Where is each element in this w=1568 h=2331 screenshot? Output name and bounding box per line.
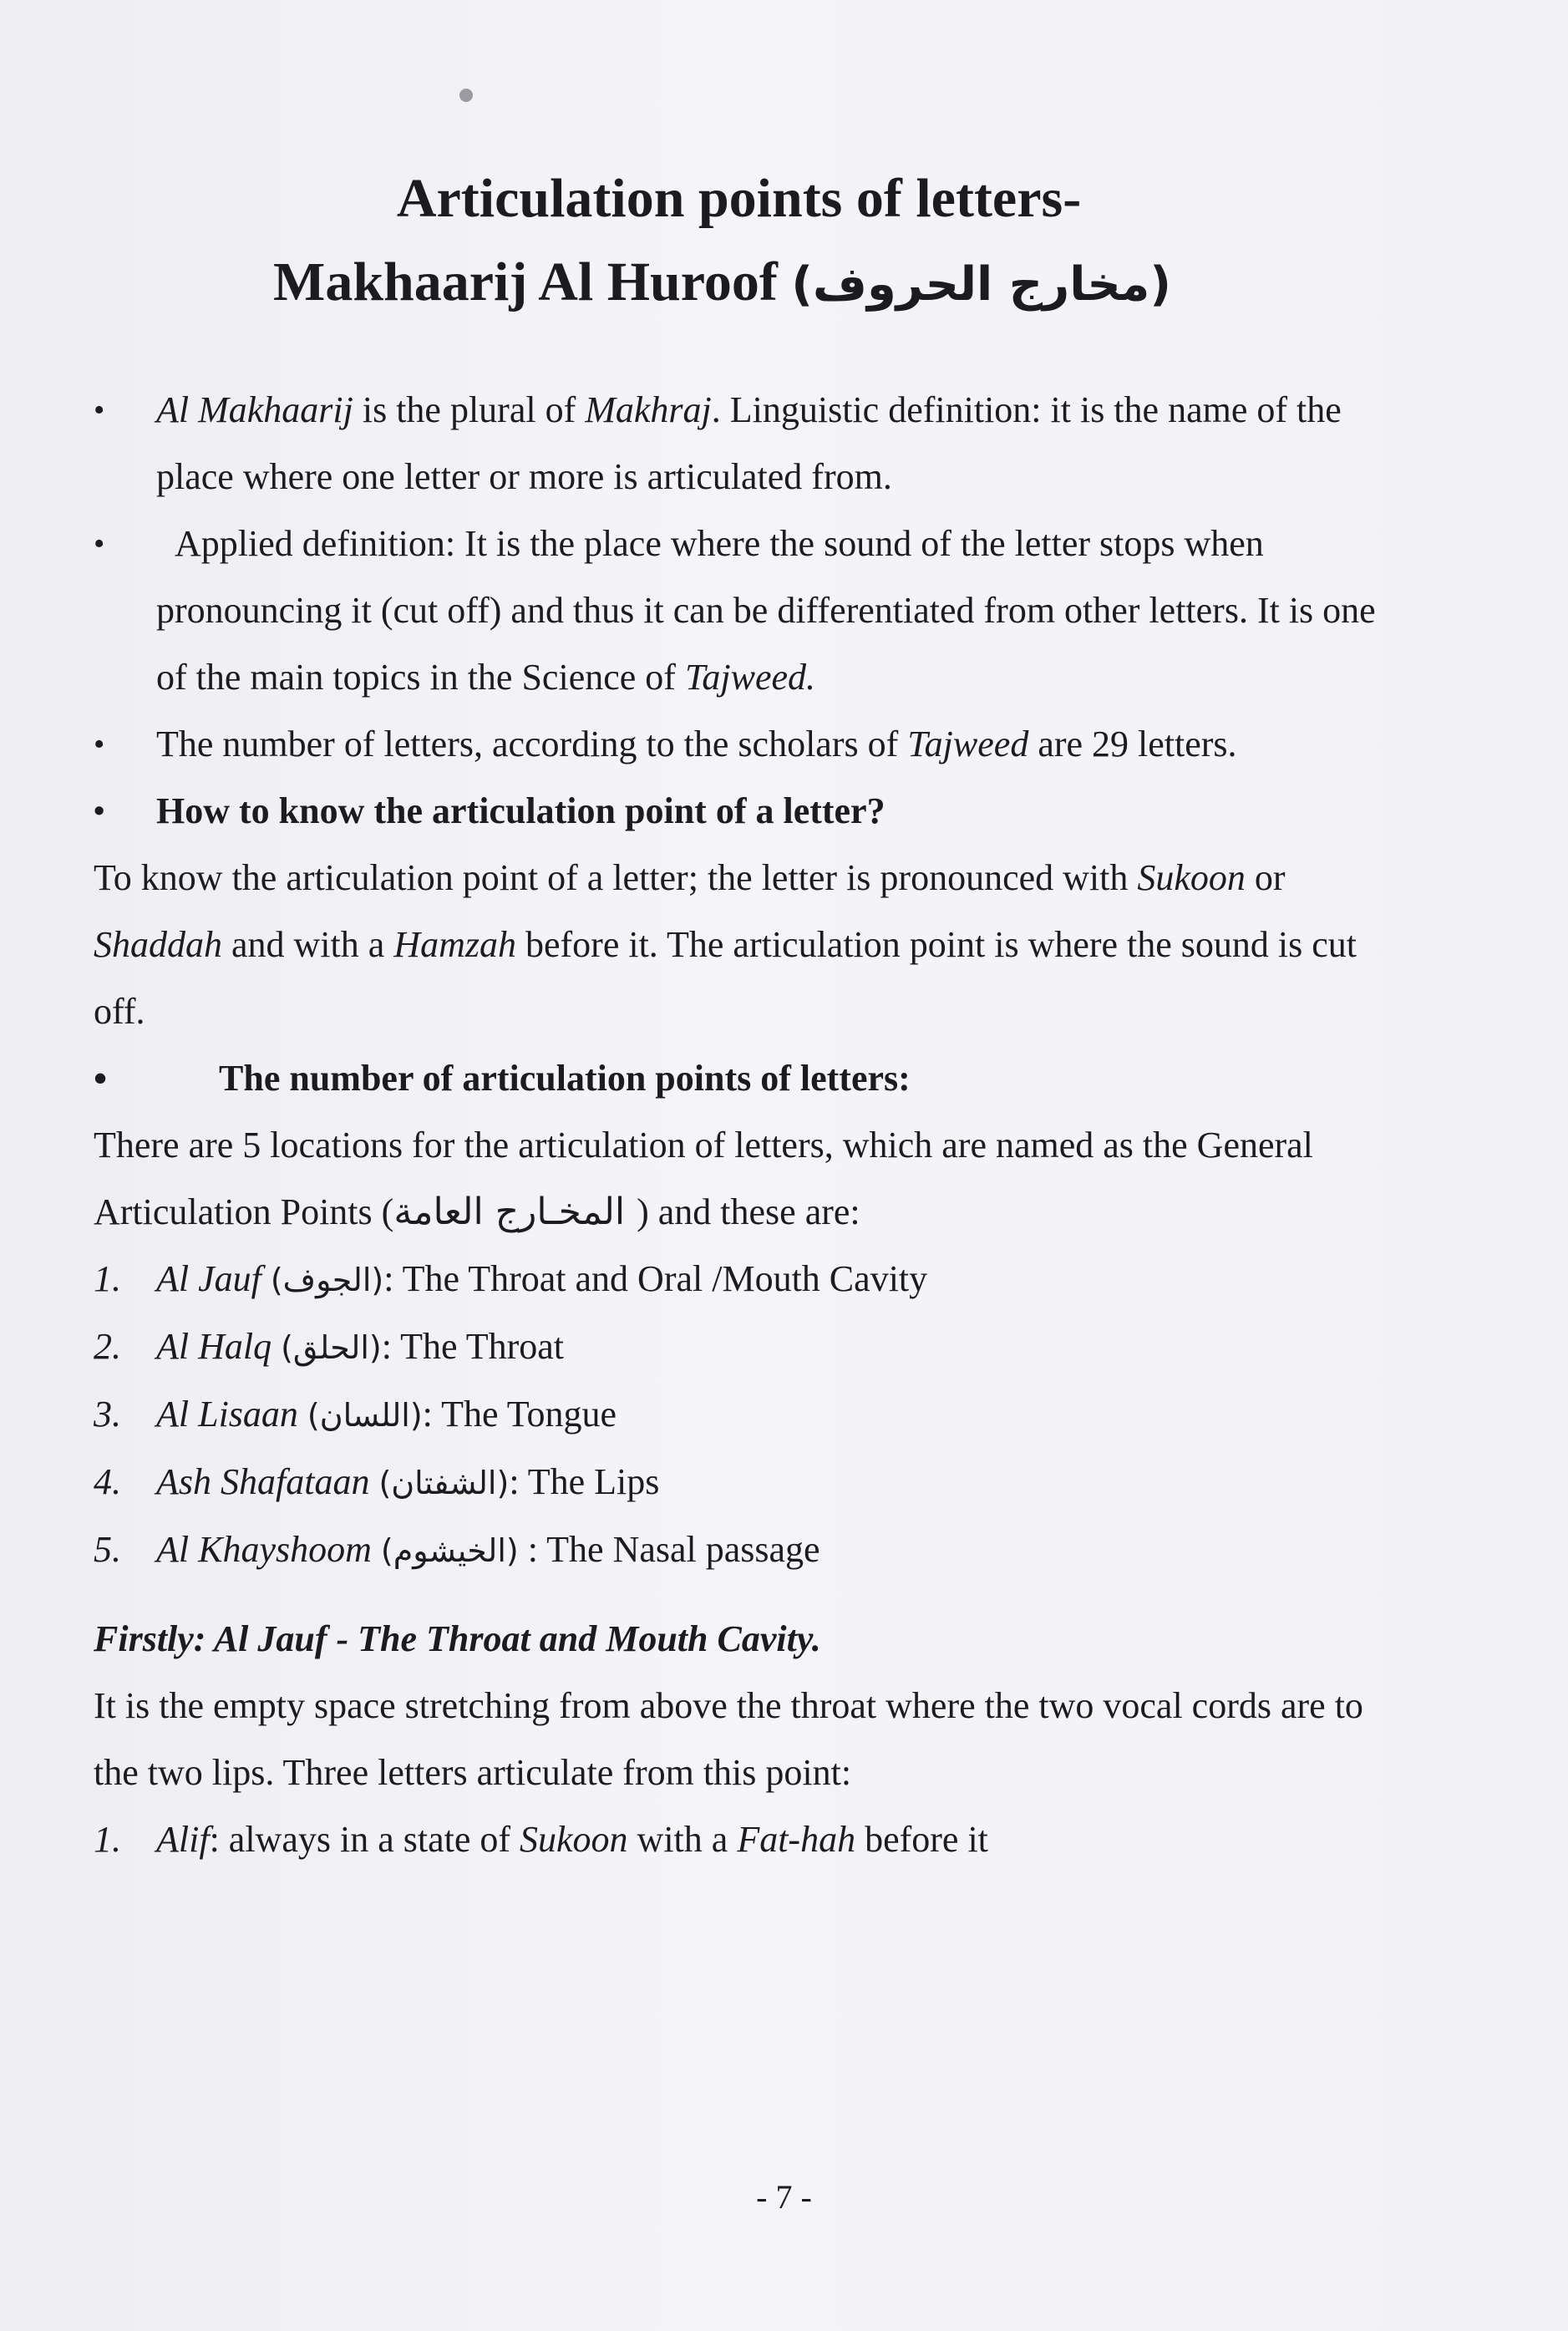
item-number: 3. xyxy=(94,1394,121,1435)
term: Al Khayshoom xyxy=(156,1529,372,1570)
list-item xyxy=(94,1313,1384,1381)
text: : The Nasal passage xyxy=(518,1529,820,1570)
term: Alif xyxy=(156,1819,210,1860)
term: Makhraj xyxy=(585,389,712,430)
list-item xyxy=(94,1516,1384,1584)
term: Tajweed. xyxy=(684,657,815,698)
text: or xyxy=(1245,857,1286,898)
title-line-1: Articulation points of letters- xyxy=(396,168,1082,229)
text: Applied definition: It is the place where the sound of the letter stops when pronouncing it (cut off) and thus it can be differentiated from other letters. It is one of the main topics in the Science of xyxy=(156,523,1376,698)
text: : always in a state of xyxy=(209,1819,520,1860)
text: before it. The articulation point is where the sound is cut off. xyxy=(94,924,1357,1032)
text: The number of letters, according to the scholars of xyxy=(156,724,908,764)
text: . Linguistic definition: it is the name of the place where one letter or more is articulated from. xyxy=(156,389,1342,497)
text: To know the articulation point of a letter; the letter is pronounced with xyxy=(94,857,1138,898)
bullet-count-heading: • The number of articulation points of letters: xyxy=(94,1045,1384,1112)
term: Al Makhaarij xyxy=(156,389,353,430)
text: with a xyxy=(627,1819,738,1860)
item-number: 1. xyxy=(94,1819,121,1860)
bullet-letter-count xyxy=(94,711,1384,778)
item-number: 4. xyxy=(94,1461,121,1502)
list-item xyxy=(94,1449,1384,1516)
arabic-text: (الخيشوم) xyxy=(380,1532,519,1569)
term: Sukoon xyxy=(1137,857,1246,898)
term: Al Lisaan xyxy=(156,1394,298,1435)
arabic-text: (الحلق) xyxy=(281,1329,382,1366)
list-item xyxy=(94,1246,1384,1313)
page-number: - 7 - xyxy=(756,2178,812,2216)
text: and with a xyxy=(222,924,394,965)
arabic-text: (الجوف) xyxy=(270,1262,384,1298)
text: : The Tongue xyxy=(422,1394,617,1435)
list-item xyxy=(94,1381,1384,1449)
title-line-2 xyxy=(60,241,1384,327)
how-to-paragraph xyxy=(94,845,1384,1045)
item-number: 2. xyxy=(94,1326,121,1367)
text: are 29 letters. xyxy=(1028,724,1237,764)
ink-dot xyxy=(459,89,473,102)
term: Fat-hah xyxy=(737,1819,856,1860)
text: : The Throat and Oral /Mouth Cavity xyxy=(383,1258,928,1299)
arabic-text: المخـارج العامة xyxy=(393,1191,637,1233)
bullet-how-to-heading: • How to know the articulation point of a letter? xyxy=(94,778,1384,845)
section-heading-firstly: Firstly: Al Jauf - The Throat and Mouth Cavity. xyxy=(94,1618,821,1659)
text: There are 5 locations for the articulation of letters, which are named as the General Articulation Points ( xyxy=(94,1125,1313,1232)
item-number: 5. xyxy=(94,1529,121,1570)
term: Shaddah xyxy=(94,924,222,965)
term: Al Jauf xyxy=(156,1258,261,1299)
text: ) and these are: xyxy=(637,1191,860,1232)
term: Sukoon xyxy=(520,1819,628,1860)
term: Ash Shafataan xyxy=(156,1461,370,1502)
arabic-text: (الشفتان) xyxy=(378,1465,510,1501)
arabic-text: (اللسان) xyxy=(307,1397,423,1434)
term: Al Halq xyxy=(156,1326,272,1367)
term: Hamzah xyxy=(393,924,516,965)
text: : The Lips xyxy=(509,1461,660,1502)
page-content xyxy=(94,377,1384,1873)
letters-list xyxy=(94,1806,1384,1873)
bullet-applied-definition xyxy=(94,510,1384,711)
locations-intro xyxy=(94,1112,1384,1246)
title-transliteration: Makhaarij Al Huroof xyxy=(273,251,778,312)
page-title xyxy=(94,0,1384,327)
locations-list xyxy=(94,1246,1384,1584)
title-arabic: (مخارج الحروف) xyxy=(791,257,1171,312)
text: before it xyxy=(855,1819,988,1860)
text: : The Throat xyxy=(381,1326,565,1367)
firstly-paragraph: It is the empty space stretching from above the throat where the two vocal cords are to the two lips. Three letters articulate from this point: xyxy=(94,1685,1363,1793)
list-item xyxy=(94,1806,1384,1873)
text: is the plural of xyxy=(353,389,586,430)
bullet-definition xyxy=(94,377,1384,510)
item-number: 1. xyxy=(94,1258,121,1299)
term: Tajweed xyxy=(907,724,1029,764)
